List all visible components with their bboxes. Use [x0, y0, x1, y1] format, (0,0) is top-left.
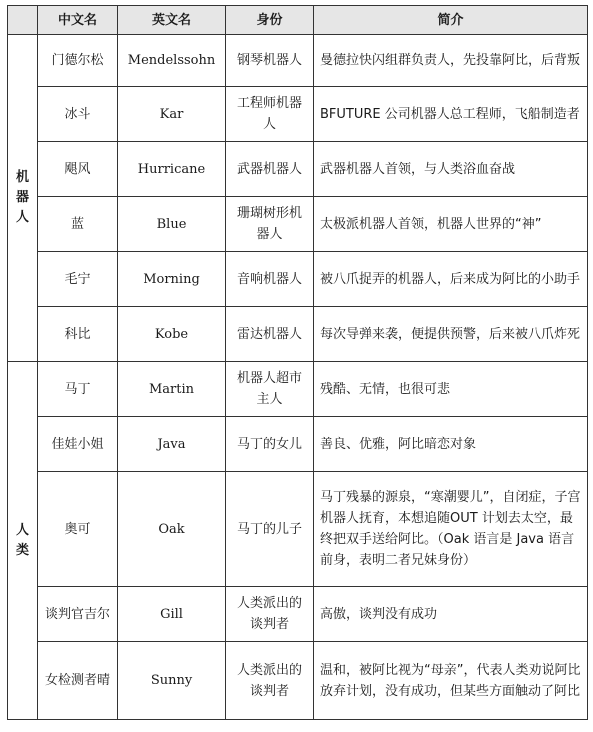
header-english-name: 英文名 — [118, 6, 226, 35]
chinese-name-cell: 飓风 — [38, 142, 118, 197]
chinese-name-cell: 科比 — [38, 307, 118, 362]
role-cell: 马丁的儿子 — [226, 472, 314, 587]
role-cell: 马丁的女儿 — [226, 417, 314, 472]
description-cell: 高傲，谈判没有成功 — [314, 587, 588, 642]
english-name-cell: Martin — [118, 362, 226, 417]
description-cell: 太极派机器人首领，机器人世界的“神” — [314, 197, 588, 252]
role-cell: 工程师机器人 — [226, 87, 314, 142]
english-name-cell: Hurricane — [118, 142, 226, 197]
role-cell: 人类派出的谈判者 — [226, 587, 314, 642]
description-cell: 残酷、无情，也很可悲 — [314, 362, 588, 417]
description-cell: BFUTURE 公司机器人总工程师，飞船制造者 — [314, 87, 588, 142]
english-name-cell: Sunny — [118, 642, 226, 720]
table-row — [8, 642, 588, 720]
description-cell: 马丁残暴的源泉，“寒潮婴儿”，自闭症，子宫机器人抚育，本想追随OUT 计划去太空，最终把双手送给阿比。（Oak 语言是 Java 语言前身，表明二者兄妹身份） — [314, 472, 588, 587]
category-robots: 机器人 — [8, 35, 38, 362]
chinese-name-cell: 奥可 — [38, 472, 118, 587]
role-cell: 音响机器人 — [226, 252, 314, 307]
category-humans: 人类 — [8, 362, 38, 720]
header-category — [8, 6, 38, 35]
english-name-cell: Kobe — [118, 307, 226, 362]
table-row — [8, 252, 588, 307]
table-row — [8, 142, 588, 197]
character-table — [7, 5, 588, 720]
role-cell: 钢琴机器人 — [226, 35, 314, 87]
english-name-cell: Morning — [118, 252, 226, 307]
description-cell: 每次导弹来袭，便提供预警，后来被八爪炸死 — [314, 307, 588, 362]
description-cell: 武器机器人首领，与人类浴血奋战 — [314, 142, 588, 197]
header-row — [8, 6, 588, 35]
table-row — [8, 87, 588, 142]
chinese-name-cell: 毛宁 — [38, 252, 118, 307]
english-name-cell: Mendelssohn — [118, 35, 226, 87]
chinese-name-cell: 女检测者晴 — [38, 642, 118, 720]
chinese-name-cell: 蓝 — [38, 197, 118, 252]
description-cell: 被八爪捉弄的机器人，后来成为阿比的小助手 — [314, 252, 588, 307]
table-row — [8, 362, 588, 417]
chinese-name-cell: 马丁 — [38, 362, 118, 417]
role-cell: 人类派出的谈判者 — [226, 642, 314, 720]
table-row — [8, 417, 588, 472]
chinese-name-cell: 冰斗 — [38, 87, 118, 142]
description-cell: 善良、优雅，阿比暗恋对象 — [314, 417, 588, 472]
chinese-name-cell: 谈判官吉尔 — [38, 587, 118, 642]
table-row — [8, 35, 588, 87]
description-cell: 温和，被阿比视为“母亲”，代表人类劝说阿比放弃计划，没有成功，但某些方面触动了阿比 — [314, 642, 588, 720]
role-cell: 机器人超市主人 — [226, 362, 314, 417]
table-row — [8, 472, 588, 587]
table-row — [8, 307, 588, 362]
role-cell: 武器机器人 — [226, 142, 314, 197]
description-cell: 曼德拉快闪组群负责人，先投靠阿比，后背叛 — [314, 35, 588, 87]
table-row — [8, 197, 588, 252]
english-name-cell: Blue — [118, 197, 226, 252]
english-name-cell: Oak — [118, 472, 226, 587]
role-cell: 珊瑚树形机器人 — [226, 197, 314, 252]
english-name-cell: Gill — [118, 587, 226, 642]
chinese-name-cell: 佳娃小姐 — [38, 417, 118, 472]
chinese-name-cell: 门德尔松 — [38, 35, 118, 87]
header-chinese-name: 中文名 — [38, 6, 118, 35]
header-description: 简介 — [314, 6, 588, 35]
header-role: 身份 — [226, 6, 314, 35]
table-row — [8, 587, 588, 642]
english-name-cell: Java — [118, 417, 226, 472]
role-cell: 雷达机器人 — [226, 307, 314, 362]
english-name-cell: Kar — [118, 87, 226, 142]
